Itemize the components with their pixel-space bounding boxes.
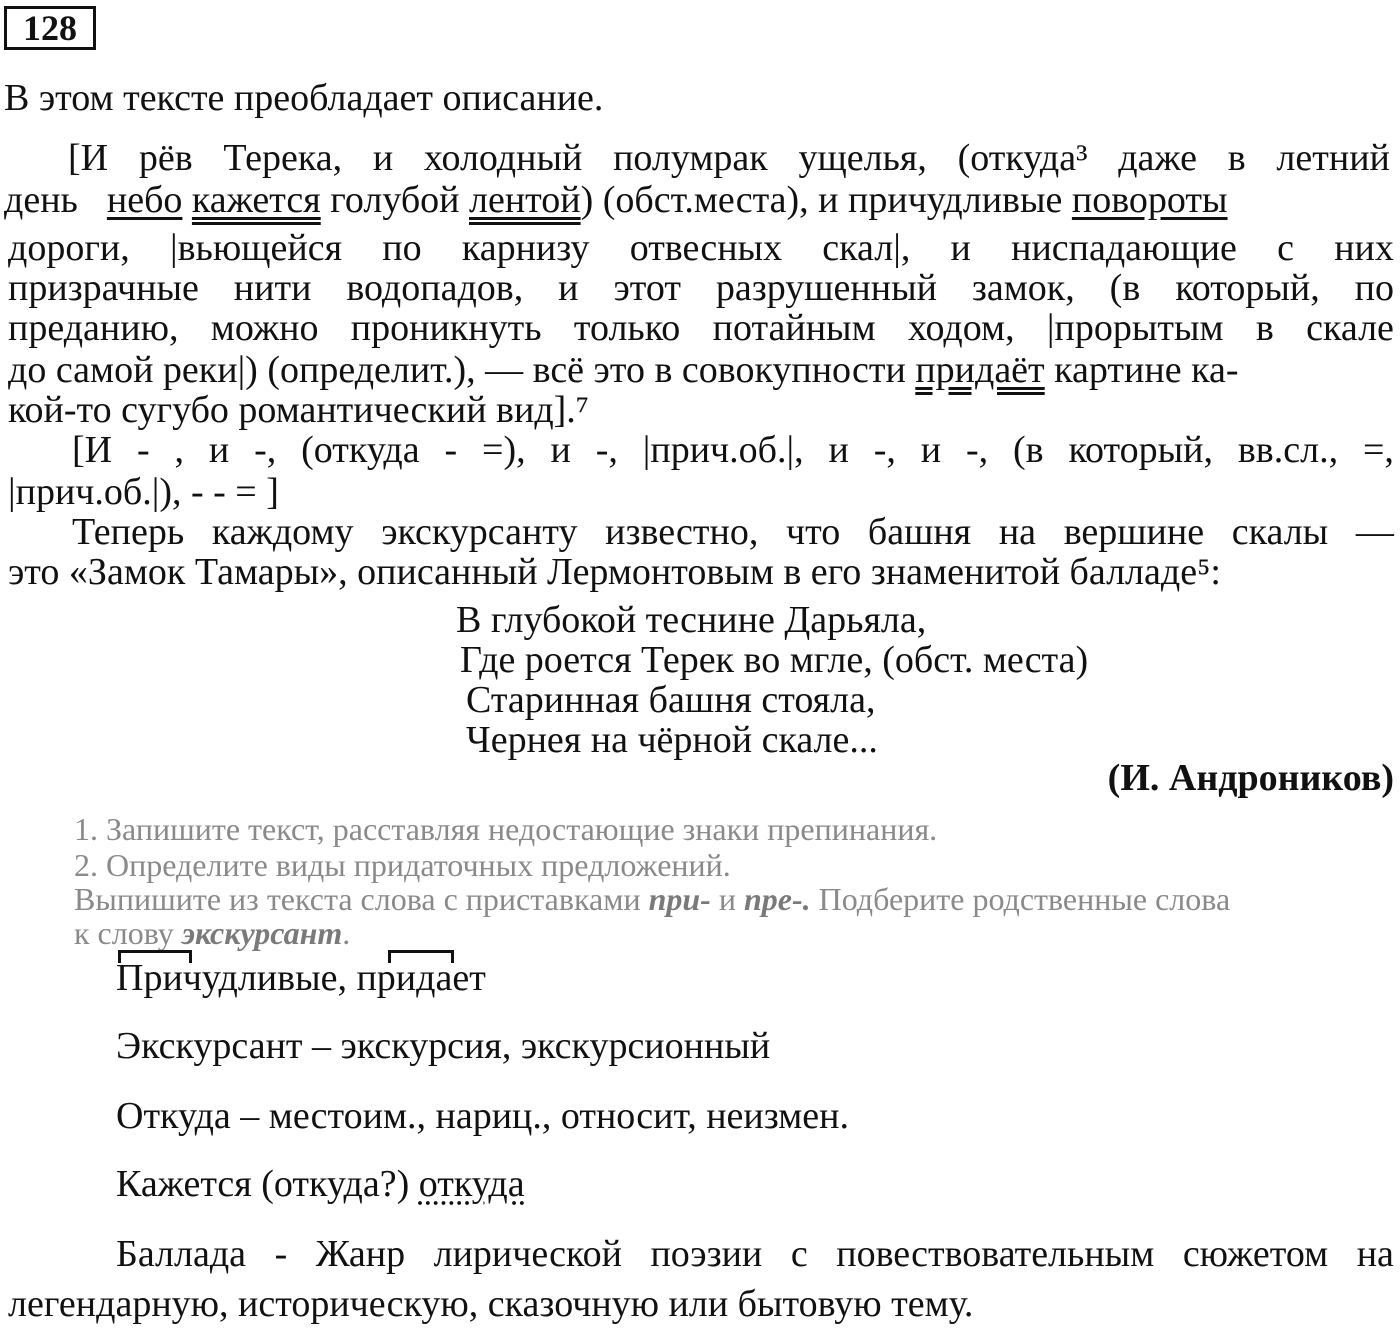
- word: проникнуть: [350, 307, 542, 349]
- word: башня: [867, 511, 972, 553]
- prefix-pri: при-: [648, 881, 711, 917]
- word: [И: [72, 429, 113, 471]
- task-1: 1. Запишите текст, расставляя недостающие знаки препинания.: [74, 811, 938, 847]
- word: Теперь: [72, 511, 185, 553]
- answer-5: [116, 1234, 1394, 1274]
- word: преданию,: [8, 307, 179, 349]
- predicate-lentoy: лентой: [469, 179, 581, 221]
- word: нити: [233, 267, 312, 309]
- p1-line-5-words: [8, 308, 1394, 348]
- word: сюжетом: [1182, 1233, 1329, 1275]
- word: этот: [613, 267, 681, 309]
- word: и: [920, 429, 942, 471]
- word: |прорытым: [1046, 307, 1224, 349]
- word: и: [208, 429, 230, 471]
- word: и: [550, 429, 571, 471]
- p1-line-4: [8, 268, 1394, 308]
- word: лирической: [433, 1233, 622, 1275]
- intro-line: В этом тексте преобладает описание.: [4, 77, 604, 119]
- word: -,: [965, 429, 989, 471]
- word: |вьющейся: [169, 227, 343, 269]
- p1-line-3: [8, 228, 1394, 268]
- poem-line-2: Где роется Терек во мгле, (обст. места): [460, 639, 1089, 681]
- word: летний: [1276, 137, 1390, 179]
- answer-4: [116, 1164, 525, 1204]
- answer-3: Откуда – местоим., нариц., относит, неизмен.: [116, 1095, 849, 1137]
- word: рёв: [138, 137, 193, 179]
- word: на: [998, 511, 1037, 553]
- word: скал|,: [822, 227, 911, 269]
- word: ,: [174, 429, 185, 471]
- word: полумрак: [613, 137, 768, 179]
- word: с: [790, 1233, 808, 1275]
- p1-l2-w1: день: [4, 179, 78, 221]
- word: ходом,: [907, 307, 1015, 349]
- word: (откуда³: [957, 137, 1088, 179]
- author: (И. Андроников): [1107, 757, 1394, 799]
- p1-line-3-words: [8, 228, 1394, 268]
- word: разрушенный: [715, 267, 937, 309]
- word: дороги,: [8, 227, 130, 269]
- word: =),: [482, 429, 526, 471]
- p1-l2-w3: голубой: [320, 179, 469, 221]
- word: по: [1354, 267, 1394, 309]
- word: Жанр: [315, 1233, 406, 1275]
- answer-4-text: Кажется (откуда?): [116, 1163, 419, 1205]
- word: повествовательным: [836, 1233, 1155, 1275]
- task-3-text-c: и: [710, 881, 744, 917]
- p2-line-1-words: [72, 512, 1394, 552]
- word: вв.сл.,: [1237, 429, 1339, 471]
- answer-6: легендарную, историческую, сказочную или бытовую тему.: [8, 1283, 974, 1325]
- predicate-kazhetsya: кажется: [191, 179, 321, 221]
- word: (в: [1109, 267, 1141, 309]
- word: (откуда: [301, 429, 420, 471]
- answer-5-words: [116, 1234, 1394, 1274]
- word: в: [1255, 307, 1274, 349]
- word: —: [1355, 511, 1394, 553]
- adverbial-otkuda: откуда: [418, 1163, 525, 1205]
- subject-nebo: небо: [106, 179, 183, 221]
- answer-2: Экскурсант – экскурсия, экскурсионный: [116, 1025, 771, 1067]
- p1-line-2: [4, 180, 1390, 220]
- task-3-text-a: Выпишите из текста слова с приставками: [74, 881, 649, 917]
- word: призрачные: [8, 267, 199, 309]
- word: каждому: [211, 511, 354, 553]
- task-3: [74, 882, 1230, 916]
- word: -: [136, 429, 150, 471]
- p1-line-6: [8, 350, 1238, 390]
- word: в: [1227, 137, 1246, 179]
- subject-povoroty: повороты: [1071, 179, 1228, 221]
- word: Терека,: [223, 137, 343, 179]
- p1-line-1-words: [68, 138, 1390, 178]
- p1-line-1: [68, 138, 1390, 178]
- p2-line-2: это «Замок Тамары», описанный Лермонтовым в его знаменитой балладе⁵:: [8, 551, 1221, 593]
- word: них: [1334, 227, 1394, 269]
- p1-l6-w1: до самой реки|) (определит.), — всё это в совокупности: [8, 349, 916, 391]
- word: ниспадающие: [1011, 227, 1237, 269]
- p1-l2-w2: [182, 179, 192, 221]
- word: экскурсанту: [381, 511, 578, 553]
- p1-l6-w2: картине ка-: [1044, 349, 1239, 391]
- word: -,: [254, 429, 277, 471]
- word: (в: [1012, 429, 1044, 471]
- word: и: [828, 429, 849, 471]
- word: -,: [595, 429, 618, 471]
- poem-line-1: В глубокой теснине Дарьяла,: [456, 599, 927, 641]
- word: с: [1277, 227, 1294, 269]
- word: можно: [210, 307, 319, 349]
- word: скалы: [1231, 511, 1329, 553]
- word: что: [785, 511, 841, 553]
- word: на: [1356, 1233, 1394, 1275]
- task-4: [74, 916, 350, 950]
- p1-line-7: кой-то сугубо романтический вид].⁷: [8, 389, 590, 431]
- word: и: [950, 227, 971, 269]
- word: и: [372, 137, 394, 179]
- word: холодный: [423, 137, 583, 179]
- word: вершине: [1063, 511, 1205, 553]
- word: |прич.об.|,: [642, 429, 804, 471]
- word: по: [382, 227, 422, 269]
- word: карнизу: [461, 227, 590, 269]
- p1-line-5: [8, 308, 1394, 348]
- word: известно,: [605, 511, 759, 553]
- poem-line-3: Старинная башня стояла,: [466, 679, 876, 721]
- task-3-text-e: Подберите родственные слова: [810, 881, 1231, 917]
- word: замок,: [971, 267, 1075, 309]
- task-2: 2. Определите виды придаточных предложений.: [74, 847, 731, 883]
- prefix-pre: пре-.: [743, 881, 811, 917]
- word: даже: [1118, 137, 1198, 179]
- word: поэзии: [650, 1233, 763, 1275]
- word: =,: [1362, 429, 1394, 471]
- word: Баллада: [116, 1233, 247, 1275]
- poem-line-4: Чернея на чёрной скале...: [466, 719, 878, 761]
- word: который,: [1068, 429, 1213, 471]
- predicate-pridayot: придаёт: [915, 349, 1045, 391]
- exercise-number: 128: [4, 6, 96, 50]
- word: -: [274, 1233, 288, 1275]
- scheme-line-1: [72, 430, 1394, 470]
- word: отвесных: [629, 227, 783, 269]
- word: и: [558, 267, 579, 309]
- task-4-text-a: к слову: [74, 915, 182, 951]
- word: ущелья,: [798, 137, 927, 179]
- word: [И: [68, 137, 109, 179]
- answer-1: Причудливые, придает: [116, 957, 486, 999]
- p2-line-1: [72, 512, 1394, 552]
- scheme-line-2: |прич.об.|), - - = ]: [8, 471, 279, 513]
- word: только: [573, 307, 681, 349]
- p1-l2-w4: ) (обст.места), и причудливые: [580, 179, 1072, 221]
- word-ekskursant: экскурсант: [181, 915, 343, 951]
- word: потайным: [712, 307, 876, 349]
- word: -,: [873, 429, 896, 471]
- word: скале: [1306, 307, 1394, 349]
- word: водопадов,: [346, 267, 524, 309]
- task-4-text-c: .: [342, 915, 351, 951]
- word: -: [444, 429, 458, 471]
- p1-line-4-words: [8, 268, 1394, 308]
- word: который,: [1175, 267, 1320, 309]
- scheme-line-1-words: [72, 430, 1394, 470]
